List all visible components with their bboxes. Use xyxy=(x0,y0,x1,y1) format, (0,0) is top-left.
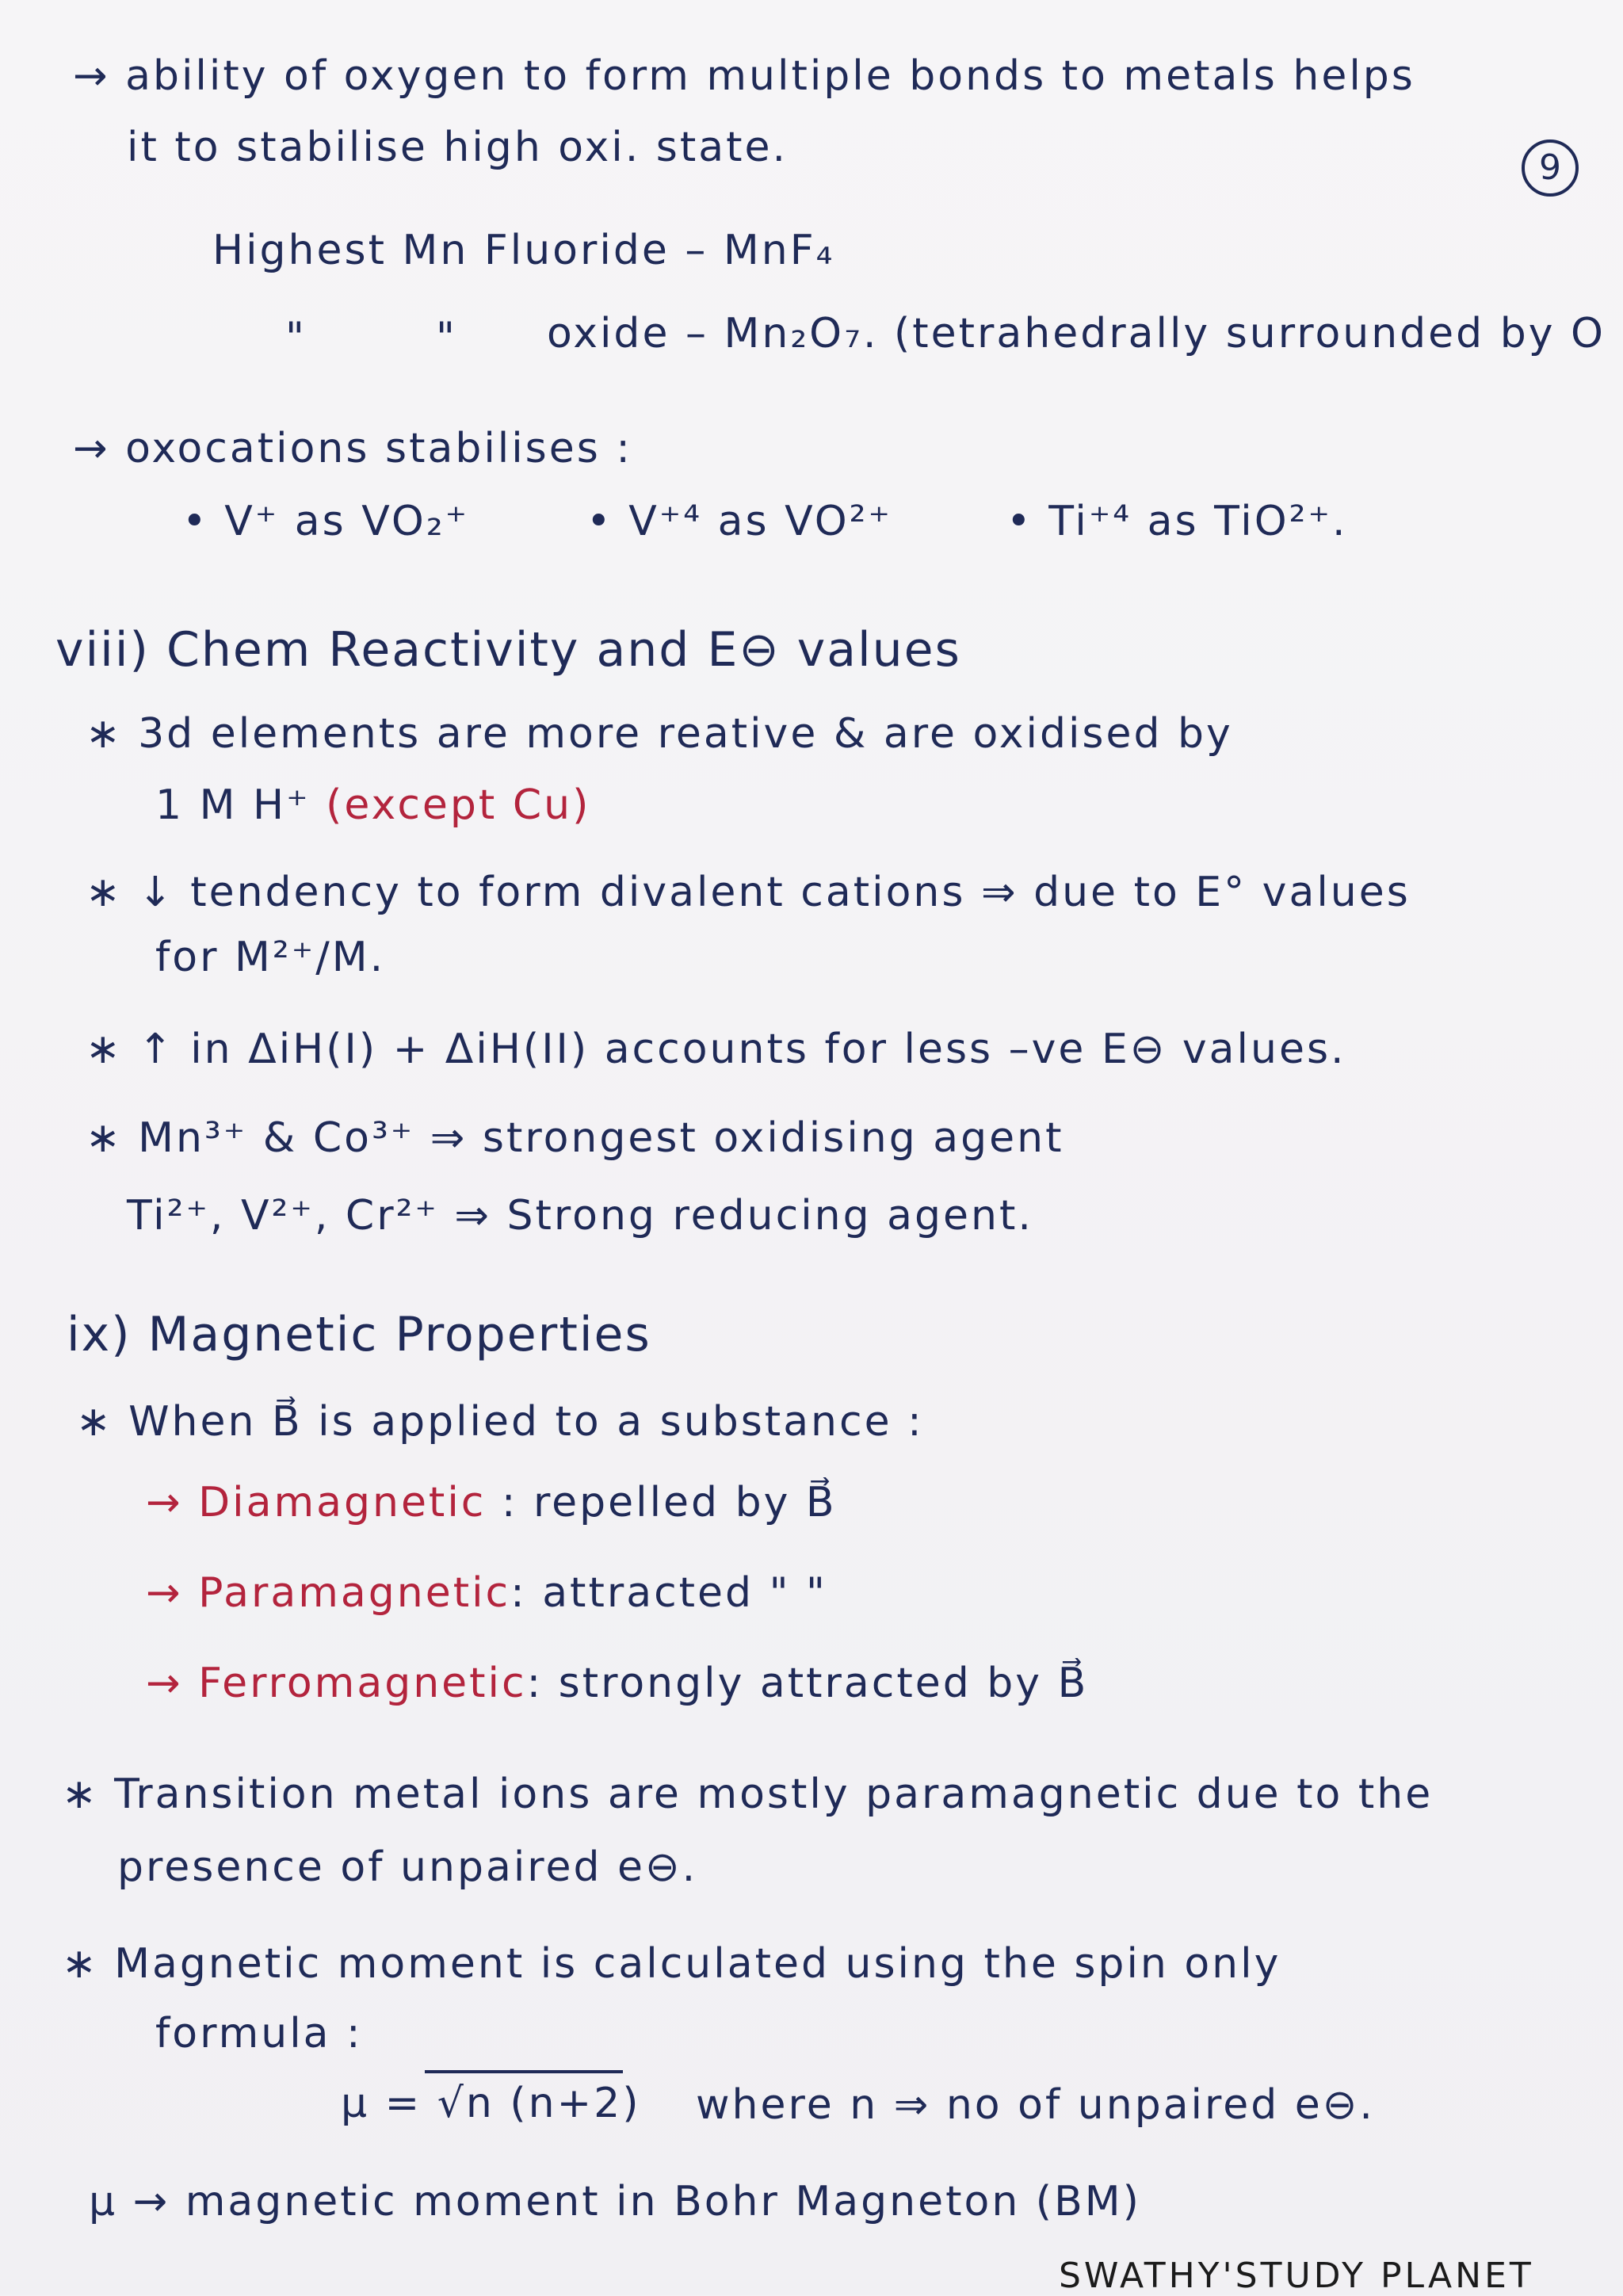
text-line: ∗ 3d elements are more reative & are oxidised by xyxy=(86,710,1233,758)
text-fragment: : repelled by B⃗ xyxy=(486,1479,837,1526)
text-line: → ability of oxygen to form multiple bonds to metals helps xyxy=(73,52,1415,100)
text-line xyxy=(146,1660,1089,1707)
text-line: ∗ Transition metal ions are mostly paramagnetic due to the xyxy=(62,1771,1434,1818)
text-line: Highest Mn Fluoride – MnF₄ xyxy=(212,227,835,274)
text-line: it to stabilise high oxi. state. xyxy=(127,124,789,171)
text-line: Ti²⁺, V²⁺, Cr²⁺ ⇒ Strong reducing agent. xyxy=(127,1192,1033,1240)
section-heading: ix) Magnetic Properties xyxy=(67,1307,651,1362)
text-line: where n ⇒ no of unpaired e⊖. xyxy=(696,2081,1375,2129)
text-line: for M²⁺/M. xyxy=(155,934,386,981)
ditto-mark: " xyxy=(285,314,307,361)
text-line: presence of unpaired e⊖. xyxy=(117,1843,698,1891)
text-line: ∗ When B⃗ is applied to a substance : xyxy=(76,1398,924,1446)
text-line xyxy=(146,1479,837,1526)
text-line: • Ti⁺⁴ as TiO²⁺. xyxy=(1006,498,1348,545)
text-fragment: : attracted " " xyxy=(510,1569,827,1617)
text-fragment: 1 M H⁺ xyxy=(155,781,327,829)
text-line: ∗ Mn³⁺ & Co³⁺ ⇒ strongest oxidising agent xyxy=(86,1114,1064,1162)
formula: μ = √n (n+2) xyxy=(341,2080,641,2127)
text-line: ∗ ↑ in ΔiH(I) + ΔiH(II) accounts for less –ve E⊖ values. xyxy=(86,1026,1346,1073)
watermark-footer: SWATHY'STUDY PLANET xyxy=(1059,2256,1534,2296)
ditto-mark: " xyxy=(436,314,457,361)
page-number: 9 xyxy=(1522,139,1579,197)
text-fragment: : strongly attracted by B⃗ xyxy=(526,1660,1089,1707)
text-line: ∗ ↓ tendency to form divalent cations ⇒ due to E° values xyxy=(86,869,1411,916)
term-label: → Paramagnetic xyxy=(146,1569,511,1617)
text-line xyxy=(155,781,591,829)
text-line: ∗ Magnetic moment is calculated using the spin only xyxy=(62,1940,1281,1988)
text-line: • V⁺ as VO₂⁺ xyxy=(182,498,470,545)
text-line: μ → magnetic moment in Bohr Magneton (BM) xyxy=(89,2178,1141,2225)
section-heading: viii) Chem Reactivity and E⊖ values xyxy=(55,622,961,678)
term-label: → Ferromagnetic xyxy=(146,1660,527,1707)
text-line: • V⁺⁴ as VO²⁺ xyxy=(586,498,892,545)
text-line xyxy=(146,1569,827,1617)
sqrt-bar xyxy=(425,2070,623,2073)
term-label: → Diamagnetic xyxy=(146,1479,487,1526)
text-line: oxide – Mn₂O₇. (tetrahedrally surrounded by O xyxy=(547,310,1606,357)
text-line: formula : xyxy=(155,2010,363,2057)
text-fragment-highlight: (except Cu) xyxy=(326,781,591,829)
text-line: → oxocations stabilises : xyxy=(73,425,632,472)
